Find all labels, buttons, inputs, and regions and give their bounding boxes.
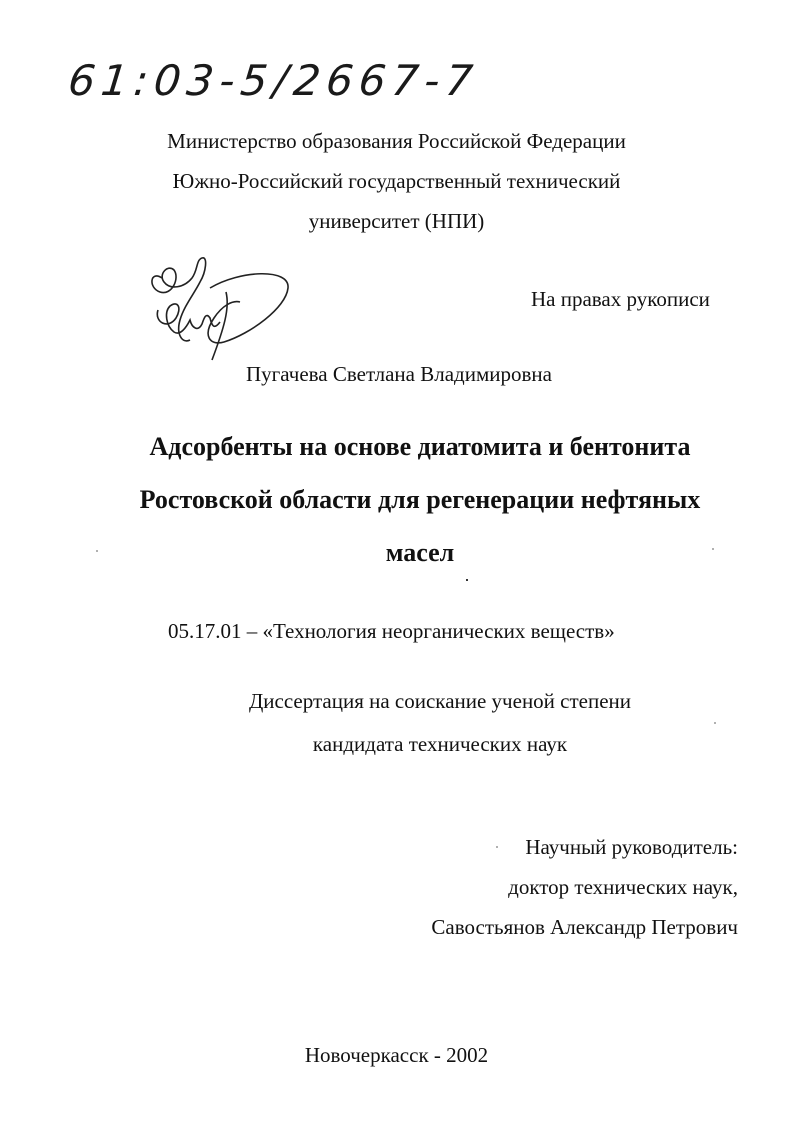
title-line-3: масел [385, 538, 455, 567]
ministry-line-2: Южно-Российский государственный технический [172, 169, 621, 193]
manuscript-note: На правах рукописи [531, 287, 710, 311]
scan-speck [96, 550, 98, 552]
degree-line-2: кандидата технических наук [312, 732, 568, 756]
handwritten-archive-code: 61:03-5/2667-7 [66, 56, 481, 105]
ministry-line-1: Министерство образования Российской Федерации [167, 129, 626, 153]
degree-line-1: Диссертация на соискание ученой степени [248, 689, 632, 713]
specialty-code: 05.17.01 – «Технология неорганических веществ» [168, 619, 615, 643]
scan-speck [712, 548, 714, 550]
handwritten-signature-icon [140, 248, 300, 368]
supervisor-block [380, 835, 738, 955]
scan-speck [714, 722, 716, 724]
title-line-1: Адсорбенты на основе диатомита и бентонита [149, 432, 691, 461]
scan-speck [496, 846, 498, 848]
ministry-line-3: университет (НПИ) [308, 209, 485, 233]
supervisor-line-1: Научный руководитель: [525, 835, 738, 859]
degree-statement [200, 689, 680, 775]
ministry-header [0, 131, 793, 251]
city-year: Новочеркасск - 2002 [304, 1043, 489, 1067]
scan-speck [466, 579, 468, 581]
title-line-2: Ростовской области для регенерации нефтяных [139, 485, 701, 514]
author-name: Пугачева Светлана Владимировна [246, 362, 552, 386]
supervisor-line-3: Савостьянов Александр Петрович [431, 915, 738, 939]
dissertation-title [80, 432, 760, 591]
supervisor-line-2: доктор технических наук, [508, 875, 738, 899]
